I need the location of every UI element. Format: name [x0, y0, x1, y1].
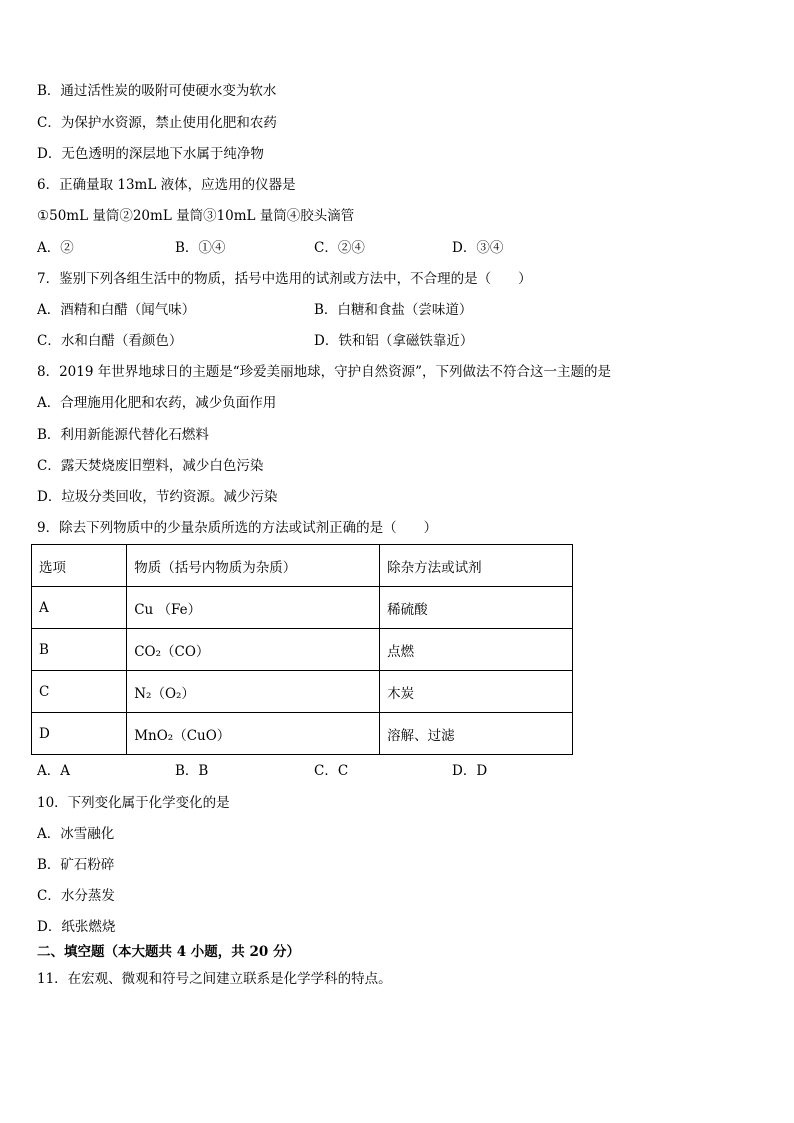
table-cell-option: C	[32, 671, 127, 713]
q7-stem: 7．鉴别下列各组生活中的物质，括号中选用的试剂或方法中，不合理的是（ ）	[37, 271, 532, 287]
q9-option-b: B．B	[175, 763, 209, 779]
table-row	[32, 629, 573, 671]
q6-option-d: D．③④	[452, 240, 504, 256]
table-cell-method: 溶解、过滤	[380, 713, 573, 755]
table-cell-substance: N₂（O₂）	[127, 671, 380, 713]
q7-option-c: C．水和白醋（看颜色）	[37, 333, 183, 349]
q9-option-c: C．C	[314, 763, 349, 779]
section-heading: 二、填空题（本大题共 4 小题，共 20 分）	[37, 944, 300, 960]
table-cell-method: 稀硫酸	[380, 587, 573, 629]
table-cell-option: D	[32, 713, 127, 755]
table-row	[32, 713, 573, 755]
q10-option-d: D．纸张燃烧	[37, 919, 116, 935]
q6-options	[37, 239, 757, 257]
q6-option-c: C．②④	[314, 240, 365, 256]
q5-option-b: B．通过活性炭的吸附可使硬水变为软水	[37, 83, 277, 99]
q9-table	[31, 544, 573, 755]
q8-stem: 8．2019 年世界地球日的主题是“珍爱美丽地球，守护自然资源”，下列做法不符合这一主题的是	[37, 364, 612, 380]
table-header-substance: 物质（括号内物质为杂质）	[127, 545, 380, 587]
q7-option-a: A．酒精和白醋（闻气味）	[37, 302, 196, 318]
table-row	[32, 671, 573, 713]
q6-stem: 6．正确量取 13mL 液体，应选用的仪器是	[37, 177, 296, 193]
q9-options	[37, 762, 757, 780]
q8-option-a: A．合理施用化肥和农药，减少负面作用	[37, 395, 277, 411]
q10-option-a: A．冰雪融化	[37, 826, 115, 842]
table-header-row	[32, 545, 573, 587]
q6-option-a: A．②	[37, 240, 74, 256]
table-row	[32, 587, 573, 629]
q10-option-c: C．水分蒸发	[37, 888, 115, 904]
table-cell-method: 木炭	[380, 671, 573, 713]
table-cell-substance: CO₂（CO）	[127, 629, 380, 671]
q9-stem: 9．除去下列物质中的少量杂质所选的方法或试剂正确的是（ ）	[37, 520, 438, 536]
table-header-method: 除杂方法或试剂	[380, 545, 573, 587]
q7-option-b: B．白糖和食盐（尝味道）	[314, 302, 473, 318]
table-header-option: 选项	[32, 545, 127, 587]
table-cell-substance: MnO₂（CuO）	[127, 713, 380, 755]
q8-option-b: B．利用新能源代替化石燃料	[37, 427, 209, 443]
q10-stem: 10．下列变化属于化学变化的是	[37, 795, 230, 811]
table-cell-option: A	[32, 587, 127, 629]
q8-option-d: D．垃圾分类回收，节约资源。减少污染	[37, 489, 278, 505]
q7-options-row1	[37, 301, 757, 319]
q9-option-a: A．A	[37, 763, 70, 779]
q6-option-b: B．①④	[175, 240, 226, 256]
q7-option-d: D．铁和铝（拿磁铁靠近）	[314, 333, 474, 349]
table-cell-method: 点燃	[380, 629, 573, 671]
q7-options-row2	[37, 332, 757, 350]
q5-option-c: C．为保护水资源，禁止使用化肥和农药	[37, 115, 277, 131]
q6-items: ①50mL 量筒②20mL 量筒③10mL 量筒④胶头滴管	[37, 208, 355, 224]
table-cell-option: B	[32, 629, 127, 671]
table-cell-substance: Cu （Fe）	[127, 587, 380, 629]
q10-option-b: B．矿石粉碎	[37, 857, 115, 873]
q11-stem: 11．在宏观、微观和符号之间建立联系是化学学科的特点。	[37, 971, 392, 987]
q9-option-d: D．D	[452, 763, 488, 779]
q5-option-d: D．无色透明的深层地下水属于纯净物	[37, 146, 264, 162]
q8-option-c: C．露天焚烧废旧塑料，减少白色污染	[37, 458, 264, 474]
